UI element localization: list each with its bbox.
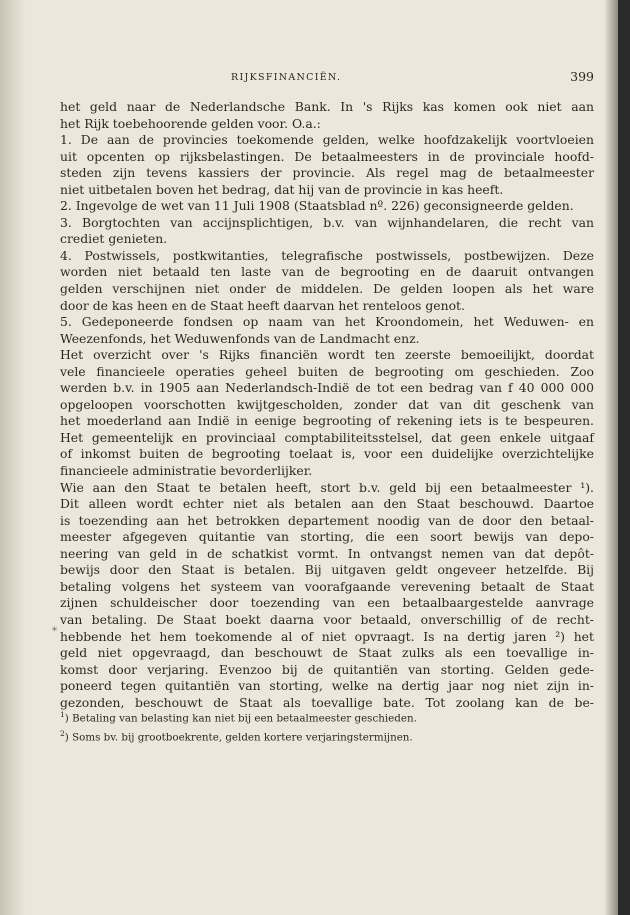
text-line: het geld naar de Nederlandsche Bank. In 's Rijks kas komen ook niet aan bbox=[60, 99, 594, 114]
text-line: door de kas heen en de Staat heeft daarvan het renteloos genot. bbox=[60, 297, 465, 313]
text-line: niet uitbetalen boven het bedrag, dat hij van de provincie in kas heeft. bbox=[60, 181, 504, 197]
gutter-shadow bbox=[0, 0, 26, 915]
footnote: $^2$) Soms bv. bij grootboekrente, gelden kortere verjaringstermijnen. bbox=[60, 729, 413, 744]
text-line: 3. Borgtochten van accijnsplichtigen, b.v. van wijnhandelaren, die recht van bbox=[60, 214, 594, 230]
text-line: of inkomst buiten de begrooting toelaat is, voor een duidelijke overzichtelijke bbox=[60, 446, 594, 462]
text-line: vele financieele operaties geheel buiten de begrooting om geschieden. Zoo bbox=[60, 363, 594, 379]
text-line: Dit alleen wordt echter niet als betalen aan den Staat beschouwd. Daartoe bbox=[60, 496, 594, 512]
footnote-marker: 2 bbox=[60, 729, 65, 739]
text-line: worden niet betaald ten laste van de begrooting en de daaruit ontvangen bbox=[60, 264, 594, 280]
footnotes bbox=[60, 707, 594, 746]
text-line: gezonden, beschouwt de Staat als toevallige bate. Tot zoolang kan de be- bbox=[60, 694, 594, 710]
text-line: meester afgegeven quitantie van storting, die een soort bewijs van depo- bbox=[60, 529, 594, 545]
text-line: Het overzicht over 's Rijks financiën wordt ten zeerste bemoeilijkt, doordat bbox=[60, 347, 594, 363]
running-title: RIJKSFINANCIËN. bbox=[231, 72, 342, 83]
footnote-text: Soms bv. bij grootboekrente, gelden kortere verjaringstermijnen. bbox=[72, 731, 413, 744]
text-line: van betaling. De Staat boekt daarna voor betaald, onverschillig of de recht- bbox=[60, 611, 594, 627]
text-line: betaling volgens het systeem van voorafgaande verevening betaalt de Staat bbox=[60, 578, 594, 594]
text-line: uit opcenten op rijksbelastingen. De betaalmeesters in de provinciale hoofd- bbox=[60, 148, 594, 164]
text-line: hebbende het hem toekomende al of niet opvraagt. Is na dertig jaren ²) het bbox=[60, 628, 594, 644]
text-line: geld niet opgevraagd, dan beschouwt de Staat zulks als een toevallige in- bbox=[60, 645, 594, 661]
text-line: bewijs door den Staat is betalen. Bij uitgaven geldt ongeveer hetzelfde. Bij bbox=[60, 562, 594, 578]
text-line: 2. Ingevolge de wet van 11 Juli 1908 (Staatsblad nº. 226) geconsigneerde gelden. bbox=[60, 198, 574, 214]
text-line: opgeloopen voorschotten kwijtgescholden, zonder dat van dit geschenk van bbox=[60, 396, 594, 412]
text-line: werden b.v. in 1905 aan Nederlandsch-Indië de tot een bedrag van f 40 000 000 bbox=[60, 380, 594, 396]
text-line: 4. Postwissels, postkwitanties, telegrafische postwissels, postbewijzen. Deze bbox=[60, 247, 594, 263]
page-edge-shadow bbox=[604, 0, 618, 915]
text-line: gelden verschijnen niet onder de middelen. De gelden loopen als het ware bbox=[60, 281, 594, 297]
text-line: steden zijn tevens kassiers der provincie. Als regel mag de betaalmeester bbox=[60, 165, 594, 181]
text-line: is toezending aan het betrokken departement noodig van de door den betaal- bbox=[60, 512, 594, 528]
text-line: 5. Gedeponeerde fondsen op naam van het Kroondomein, het Weduwen- en bbox=[60, 314, 594, 330]
text-line: het Rijk toebehoorende gelden voor. O.a.: bbox=[60, 115, 321, 131]
footnote-text: Betaling van belasting kan niet bij een betaalmeester geschieden. bbox=[72, 712, 417, 725]
footnote-marker: 1 bbox=[60, 710, 65, 719]
running-header bbox=[60, 70, 594, 86]
text-line: Weezenfonds, het Weduwenfonds van de Landmacht enz. bbox=[60, 330, 420, 346]
text-line: neering van geld in de schatkist vormt. In ontvangst nemen van dat depôt- bbox=[60, 545, 594, 561]
text-line: Het gemeentelijk en provinciaal comptabiliteitsstelsel, dat geen enkele uitgaaf bbox=[60, 429, 594, 445]
text-line: poneerd tegen quitantiën van storting, welke na dertig jaar nog niet zijn in- bbox=[60, 678, 594, 694]
text-line: het moederland aan Indië in eenige begrooting of rekening iets is te bespeuren. bbox=[60, 413, 594, 429]
footnote: $^1$) Betaling van belasting kan niet bij een betaalmeester geschieden. bbox=[60, 710, 417, 725]
text-line: financieele administratie bevorderlijker. bbox=[60, 463, 313, 479]
body-text bbox=[60, 99, 594, 711]
text-line: zijnen schuldeischer door toezending van een betaalbaargestelde aanvrage bbox=[60, 595, 594, 611]
text-line: crediet genieten. bbox=[60, 231, 168, 247]
text-line: komst door verjaring. Evenzoo bij de quitantiën van storting. Gelden gede- bbox=[60, 661, 594, 677]
page-number: 399 bbox=[570, 69, 594, 84]
margin-mark: * bbox=[52, 626, 57, 637]
text-line: 1. De aan de provincies toekomende gelden, welke hoofdzakelijk voortvloeien bbox=[60, 132, 594, 148]
text-line: Wie aan den Staat te betalen heeft, stort b.v. geld bij een betaalmeester ¹). bbox=[60, 479, 594, 495]
